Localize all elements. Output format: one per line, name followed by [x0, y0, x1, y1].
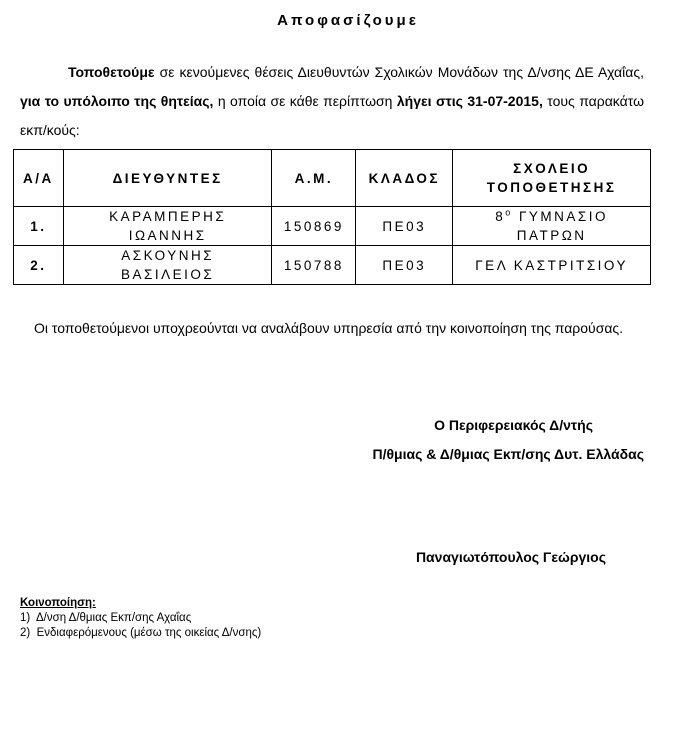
row-branch: ΠΕ03: [356, 246, 453, 285]
obligation-text: Οι τοποθετούμενοι υποχρεούνται να αναλάβουν υπηρεσία από την κοινοποίηση της παρούσας.: [34, 320, 624, 336]
row-school-ordinal: ο: [505, 207, 513, 218]
row-school-type: ΓΥΜΝΑΣΙΟ: [512, 209, 609, 224]
row-aa: 1.: [14, 207, 64, 246]
row-surname: ΑΣΚΟΥΝΗΣ: [121, 248, 215, 263]
intro-term: για το υπόλοιπο της θητείας,: [20, 93, 214, 109]
intro-lead: Τοποθετούμε: [68, 64, 155, 80]
appointments-table: [13, 149, 651, 285]
intro-text-1: σε κενούμενες θέσεις Διευθυντών Σχολικών Μονάδων της Δ/νσης ΔΕ Αχαΐας,: [154, 64, 644, 80]
header-school-line2: ΤΟΠΟΘΕΤΗΣΗΣ: [486, 180, 617, 195]
signature-title: Ο Περιφερειακός Δ/ντής: [434, 417, 593, 433]
cc-item: 1) Δ/νση Δ/θμιας Εκπ/σης Αχαΐας: [20, 612, 192, 624]
header-school: [453, 150, 651, 207]
header-aa: Α/Α: [14, 150, 64, 207]
row-school: ΓΕΛ ΚΑΣΤΡΙΤΣΙΟΥ: [453, 246, 651, 285]
row-aa: 2.: [14, 246, 64, 285]
row-firstname: ΙΩΑΝΝΗΣ: [128, 228, 207, 243]
row-director: [63, 207, 272, 246]
signature-name: Παναγιωτόπουλος Γεώργιος: [415, 549, 606, 565]
intro-expiry: λήγει στις 31-07-2015,: [396, 93, 543, 109]
cc-heading: Κοινοποίηση:: [20, 597, 96, 609]
row-surname: ΚΑΡΑΜΠΕΡΗΣ: [109, 209, 227, 224]
row-school: [453, 207, 651, 246]
row-firstname: ΒΑΣΙΛΕΙΟΣ: [121, 267, 215, 282]
cc-item: 2) Ενδιαφερόμενους (μέσω της οικείας Δ/νσης): [20, 627, 262, 639]
header-directors: ΔΙΕΥΘΥΝΤΕΣ: [63, 150, 272, 207]
row-school-city: ΠΑΤΡΩΝ: [516, 228, 587, 243]
header-am: Α.Μ.: [272, 150, 356, 207]
row-am: 150788: [272, 246, 356, 285]
intro-text-2: η οποία σε κάθε περίπτωση: [213, 93, 397, 109]
signature-department: Π/θμιας & Δ/θμιας Εκπ/σης Δυτ. Ελλάδας: [372, 446, 644, 462]
obligation-paragraph: [20, 314, 644, 343]
row-school-number: 8: [495, 209, 506, 224]
table-header-row: [14, 150, 651, 207]
row-branch: ΠΕ03: [356, 207, 453, 246]
intro-paragraph: [20, 58, 644, 145]
decision-heading: Αποφασίζουμε: [277, 12, 419, 29]
header-branch: ΚΛΑΔΟΣ: [356, 150, 453, 207]
intro-text-3: τους παρακάτω εκπ/κούς:: [20, 93, 644, 138]
table-row: [14, 246, 651, 285]
row-am: 150869: [272, 207, 356, 246]
cc-section: [20, 596, 261, 641]
header-school-line1: ΣΧΟΛΕΙΟ: [513, 161, 591, 176]
table-row: [14, 207, 651, 246]
row-director: [63, 246, 272, 285]
